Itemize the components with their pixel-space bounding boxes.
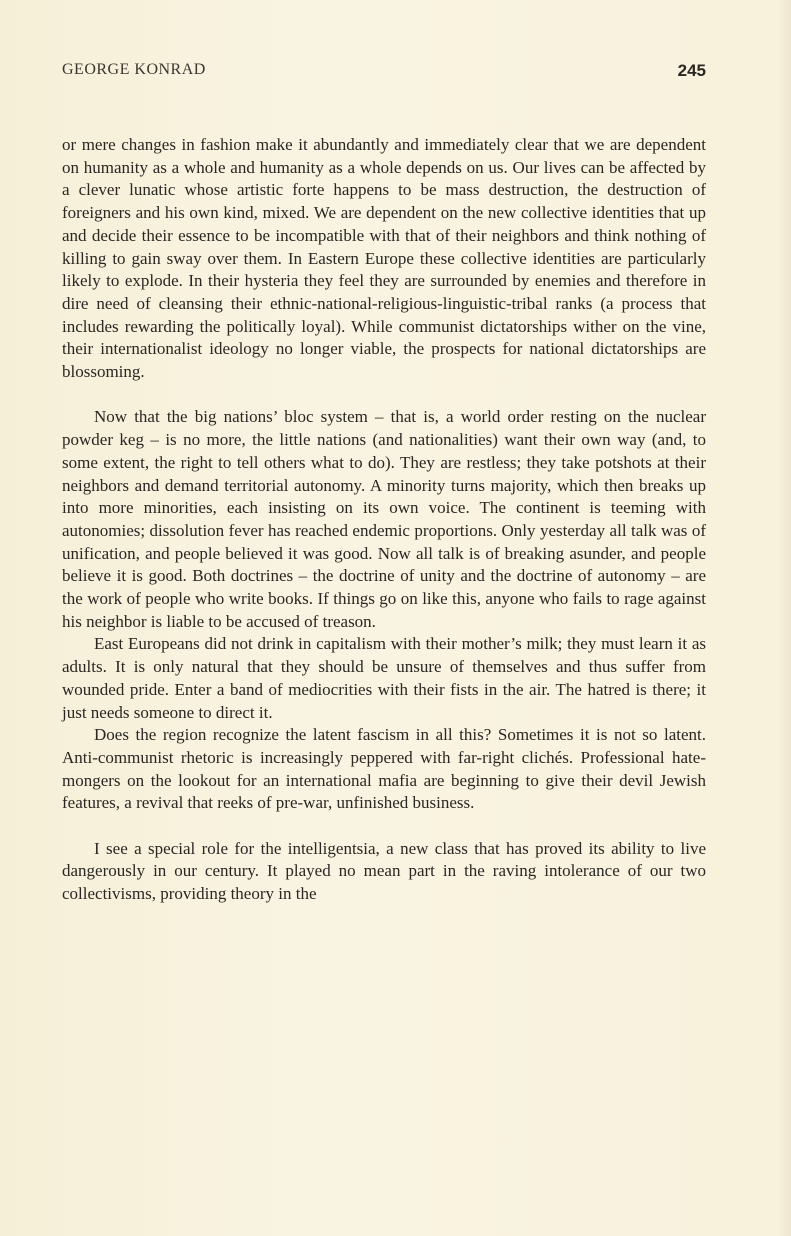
body-text: [62, 134, 706, 906]
paragraph-east-europeans: East Europeans did not drink in capitalism with their mother’s milk; they must learn it as adults. It is only natural that they should be unsure of themselves and thus suffer from wounded pride. Enter a band of mediocrities with their fists in the air. The hatred is there; it just needs someone to direct it.: [62, 634, 706, 722]
paragraph-intelligentsia: I see a special role for the intelligentsia, a new class that has proved its ability to live dangerously in our century. It played no mean part in the raving intolerance of our two collectivisms, providing theory in the: [62, 838, 706, 904]
paragraph-latent-fascism: Does the region recognize the latent fascism in all this? Sometimes it is not so latent. Anti-communist rhetoric is increasingly peppered with far-right clichés. Professional hate-mongers on the lookout for an international mafia are beginning to give their devil Jewish features, a revival that reeks of pre-war, unfinished business.: [62, 725, 706, 813]
paragraph-continued: or mere changes in fashion make it abundantly and immediately clear that we are dependent on humanity as a whole and humanity as a whole depends on us. Our lives can be affected by a clever lunatic whose artistic forte happens to be mass destruction, the destruction of foreigners and his own kind, mixed. We are dependent on the new collective identities that up and decide their essence to be incompatible with that of their neighbors and think nothing of killing to gain sway over them. In Eastern Europe these collective identities are particularly likely to explode. In their hysteria they feel they are surrounded by enemies and therefore in dire need of cleansing their ethnic-national-religious-linguistic-tribal ranks (a process that includes rewarding the politically loyal). While communist dictatorships wither on the vine, their internationalist ideology no longer viable, the prospects for national dictatorships are blossoming.: [62, 135, 706, 382]
running-head: [62, 61, 706, 85]
paragraph-bloc-system: Now that the big nations’ bloc system – that is, a world order resting on the nuclear powder keg – is no more, the little nations (and nationalities) want their own way (and, to some extent, the right to tell others what to do). They are restless; they take potshots at their neighbors and demand territorial autonomy. A minority turns majority, which then breaks up into more minorities, each insisting on its own voice. The continent is teeming with autonomies; dissolution fever has reached endemic proportions. Only yesterday all talk was of unification, and people believed it was good. Now all talk is of breaking asunder, and people believe it is good. Both doctrines – the doctrine of unity and the doctrine of autonomy – are the work of people who write books. If things go on like this, anyone who fails to rage against his neighbor is liable to be accused of treason.: [62, 407, 706, 631]
page-gutter-shadow: [777, 0, 791, 1236]
running-title: GEORGE KONRAD: [62, 61, 206, 78]
page-number: 245: [677, 61, 706, 80]
